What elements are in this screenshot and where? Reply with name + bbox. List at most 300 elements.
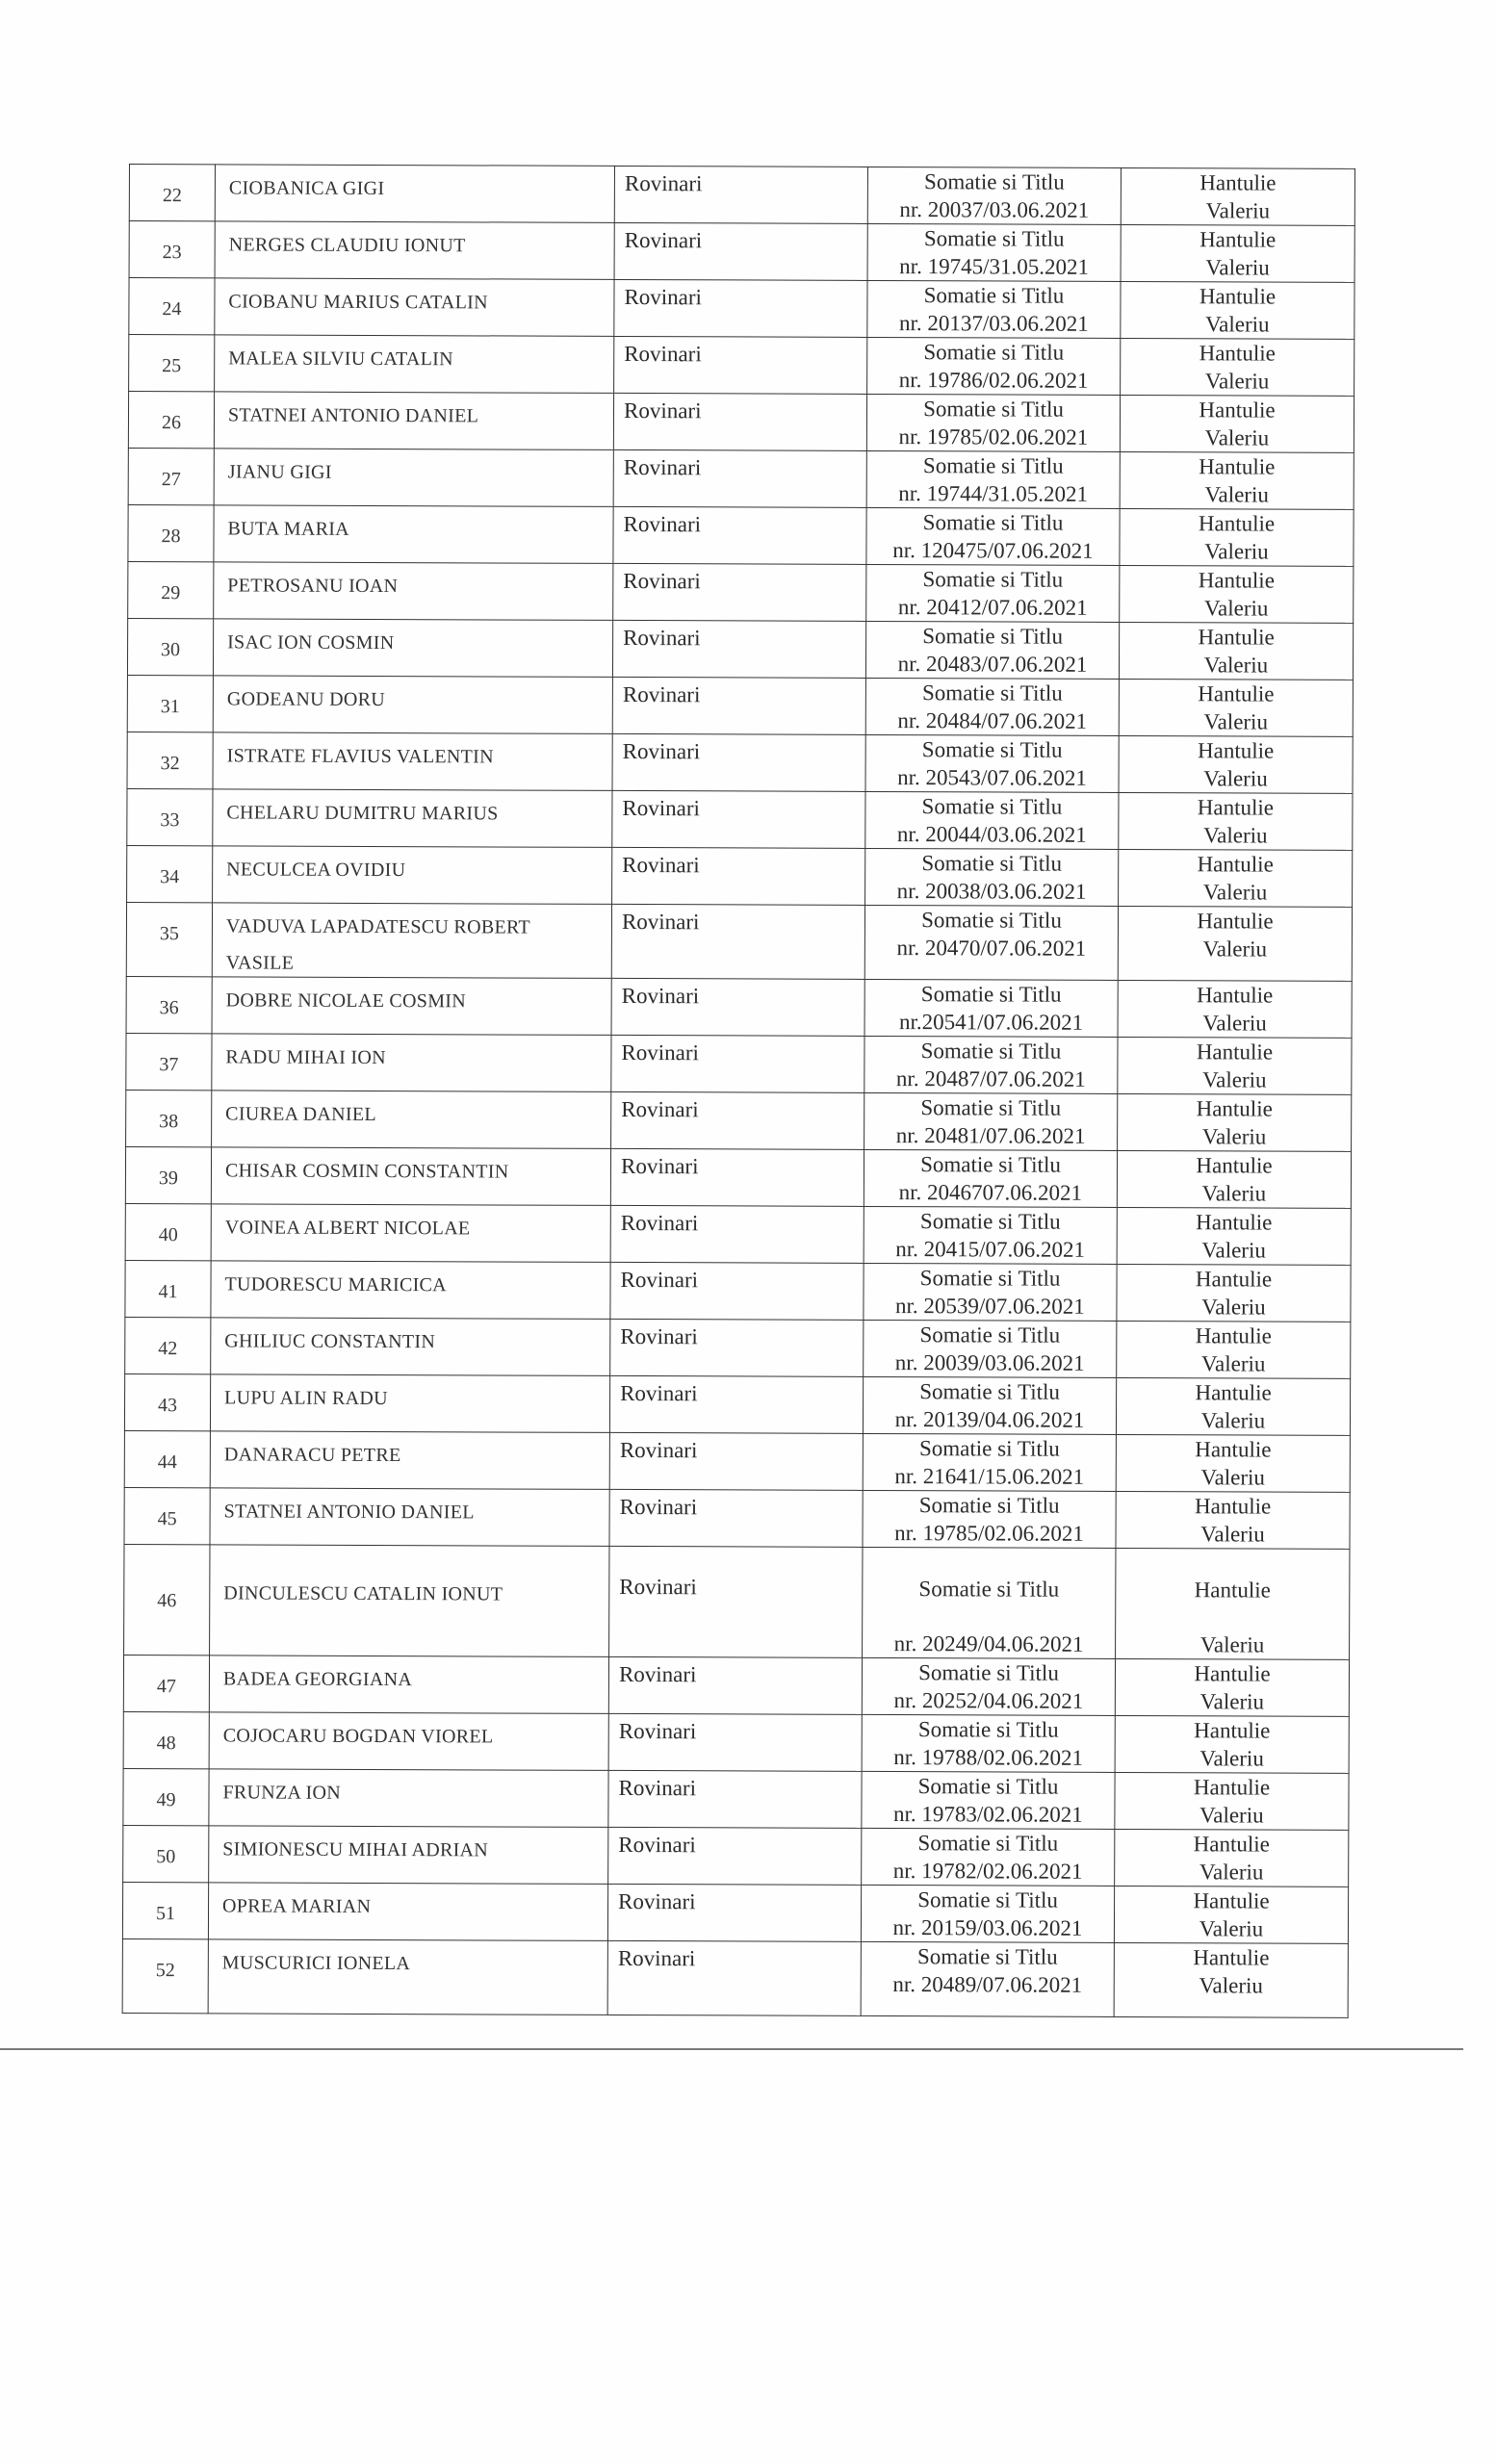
executor-cell (1118, 1037, 1352, 1094)
debtor-name: JIANU GIGI (227, 461, 332, 483)
row-number: 42 (158, 1338, 178, 1360)
debtor-name: COJOCARU BOGDAN VIOREL (222, 1725, 494, 1748)
debtor-name-cell (210, 1545, 609, 1657)
row-number-cell (122, 1882, 208, 1938)
document-number: nr. 20470/07.06.2021 (896, 936, 1087, 961)
debtor-name: VADUVA LAPADATESCU ROBERT (225, 915, 530, 938)
debtor-name-cell (211, 1147, 610, 1206)
executor-firstname: Valeriu (1200, 1465, 1266, 1490)
row-number-cell (124, 1430, 210, 1487)
executor-surname: Hantulie (1197, 983, 1274, 1008)
executor-surname: Hantulie (1199, 341, 1276, 366)
row-number-cell (125, 1317, 211, 1373)
executor-cell (1119, 735, 1353, 793)
executor-cell (1116, 1548, 1350, 1659)
debtor-name: STATNEI ANTONIO DANIEL (227, 404, 479, 427)
executor-cell (1118, 980, 1352, 1038)
executor-surname: Hantulie (1195, 1267, 1273, 1292)
row-number-cell (123, 1825, 209, 1882)
table-row (123, 1655, 1349, 1716)
row-number: 22 (162, 185, 182, 207)
table-row (125, 1203, 1351, 1265)
executor-surname: Hantulie (1196, 1096, 1273, 1121)
document-cell (865, 678, 1119, 735)
row-number: 51 (155, 1903, 176, 1925)
debtor-name: PETROSANU IOAN (227, 575, 399, 598)
row-number: 52 (155, 1960, 175, 1982)
document-number: nr. 20412/07.06.2021 (897, 595, 1088, 620)
locality-cell (614, 336, 867, 394)
row-number-cell (124, 1487, 210, 1544)
document-cell (867, 223, 1121, 281)
executor-firstname: Valeriu (1205, 255, 1270, 280)
document-type: Somatie si Titlu (919, 1266, 1061, 1291)
row-number: 27 (161, 469, 181, 491)
debtor-name-cell (213, 676, 612, 734)
executor-firstname: Valeriu (1199, 1632, 1265, 1657)
locality: Rovinari (622, 681, 701, 707)
document-number: nr. 20039/03.06.2021 (894, 1350, 1085, 1375)
row-number: 40 (158, 1224, 178, 1246)
locality-cell (610, 1148, 864, 1206)
debtor-name: SIMIONESCU MIHAI ADRIAN (222, 1838, 489, 1861)
executor-cell (1121, 224, 1354, 282)
row-number: 23 (162, 242, 182, 264)
debtor-name: GHILIUC CONSTANTIN (224, 1330, 436, 1353)
locality-cell (612, 847, 865, 905)
executor-firstname: Valeriu (1200, 1408, 1266, 1433)
executor-firstname: Valeriu (1204, 482, 1269, 507)
table-row (129, 278, 1354, 340)
debtor-name: ISTRATE FLAVIUS VALENTIN (226, 745, 494, 768)
document-type: Somatie si Titlu (923, 397, 1064, 422)
row-number-cell (125, 1260, 211, 1317)
debtor-name-cell (213, 732, 612, 791)
debtor-name-cell (215, 335, 614, 394)
locality: Rovinari (619, 1574, 697, 1600)
document-cell (866, 507, 1120, 565)
locality-cell (611, 904, 864, 979)
locality: Rovinari (622, 795, 700, 821)
executor-cell (1115, 1715, 1349, 1773)
executor-firstname: Valeriu (1201, 1295, 1266, 1320)
row-number: 34 (160, 866, 180, 888)
executor-cell (1118, 906, 1352, 981)
document-type: Somatie si Titlu (923, 226, 1065, 251)
document-cell (864, 1206, 1117, 1264)
executor-cell (1121, 167, 1354, 225)
row-number-cell (127, 845, 213, 902)
locality-cell (608, 1827, 862, 1885)
table-row (123, 1768, 1349, 1830)
document-number: nr.20541/07.06.2021 (899, 1010, 1084, 1035)
document-number: nr. 19745/31.05.2021 (899, 254, 1090, 279)
row-number-cell (123, 1711, 209, 1768)
locality-cell (609, 1432, 863, 1490)
locality-cell (613, 563, 866, 621)
table-row (125, 1317, 1351, 1378)
executor-firstname: Valeriu (1199, 1689, 1265, 1714)
document-cell (864, 1263, 1117, 1321)
executor-surname: Hantulie (1193, 1888, 1270, 1913)
document-cell (865, 734, 1119, 792)
document-number: nr. 20489/07.06.2021 (892, 1972, 1083, 1997)
executor-firstname: Valeriu (1201, 1238, 1266, 1263)
executor-surname: Hantulie (1193, 1775, 1271, 1800)
locality-cell (609, 1489, 863, 1547)
document-cell (863, 1547, 1116, 1658)
row-number-cell (128, 448, 214, 504)
executor-firstname: Valeriu (1203, 766, 1268, 791)
locality-cell (610, 1205, 864, 1263)
table-row (122, 1882, 1348, 1943)
executor-surname: Hantulie (1198, 568, 1275, 593)
row-number: 39 (158, 1168, 178, 1190)
executor-surname: Hantulie (1198, 625, 1275, 650)
document-type: Somatie si Titlu (920, 1039, 1062, 1064)
document-cell (861, 1941, 1114, 2016)
row-number-cell (128, 561, 214, 618)
row-number: 37 (159, 1054, 179, 1076)
locality: Rovinari (620, 1380, 698, 1406)
table-row (125, 1260, 1351, 1322)
debtor-name: BUTA MARIA (227, 518, 350, 540)
executor-cell (1120, 508, 1354, 566)
document-type: Somatie si Titlu (917, 1831, 1059, 1856)
locality-cell (614, 222, 867, 280)
document-cell (862, 1714, 1115, 1772)
row-number-cell (129, 221, 215, 278)
debtor-name-cell (208, 1883, 607, 1941)
locality: Rovinari (623, 454, 702, 480)
row-number-cell (129, 165, 215, 221)
row-number: 44 (157, 1451, 177, 1474)
row-number-cell (123, 1768, 209, 1825)
row-number: 28 (161, 526, 181, 548)
table-row (123, 1711, 1349, 1773)
locality-cell (612, 620, 865, 678)
document-cell (864, 1036, 1118, 1093)
executor-surname: Hantulie (1199, 454, 1276, 479)
document-type: Somatie si Titlu (921, 851, 1063, 876)
debtor-name-cell (210, 1488, 609, 1547)
locality: Rovinari (618, 1888, 696, 1914)
executor-firstname: Valeriu (1199, 1973, 1263, 1998)
document-cell (864, 905, 1118, 980)
executor-surname: Hantulie (1197, 852, 1274, 877)
executor-firstname: Valeriu (1202, 1067, 1267, 1092)
executor-firstname: Valeriu (1202, 880, 1268, 905)
row-number-cell (123, 1655, 209, 1711)
row-number: 33 (160, 809, 180, 832)
executor-surname: Hantulie (1196, 1210, 1273, 1235)
locality-cell (611, 1035, 864, 1092)
locality: Rovinari (623, 398, 702, 424)
locality-cell (612, 790, 865, 848)
table-row (128, 561, 1354, 623)
locality-cell (610, 1262, 864, 1320)
locality: Rovinari (621, 909, 700, 935)
executor-cell (1120, 451, 1354, 509)
debtor-name: CIOBANU MARIUS CATALIN (228, 291, 488, 314)
executor-firstname: Valeriu (1199, 1746, 1264, 1771)
document-type: Somatie si Titlu (920, 982, 1062, 1007)
debtor-table (122, 164, 1355, 2018)
row-number: 25 (162, 355, 182, 377)
table-row (122, 1938, 1348, 2017)
table-row (129, 221, 1354, 283)
document-number: nr. 19783/02.06.2021 (892, 1802, 1083, 1827)
locality: Rovinari (623, 568, 701, 594)
table-row (128, 504, 1354, 566)
document-cell (867, 167, 1121, 224)
document-type: Somatie si Titlu (922, 624, 1064, 649)
debtor-name: OPREA MARIAN (222, 1895, 372, 1917)
row-number: 43 (158, 1395, 178, 1417)
document-number: nr. 20543/07.06.2021 (897, 765, 1087, 790)
executor-surname: Hantulie (1193, 1832, 1270, 1857)
document-cell (864, 1092, 1118, 1150)
document-number: nr. 20484/07.06.2021 (897, 708, 1088, 733)
document-cell (866, 450, 1120, 508)
row-number-cell (128, 392, 214, 449)
locality: Rovinari (620, 1267, 699, 1293)
executor-cell (1121, 281, 1354, 339)
executor-firstname: Valeriu (1203, 596, 1269, 621)
debtor-name-cell (213, 619, 612, 678)
row-number: 45 (157, 1508, 177, 1530)
locality-cell (612, 733, 865, 791)
locality: Rovinari (624, 227, 703, 253)
executor-cell (1114, 1886, 1348, 1943)
row-number: 32 (160, 753, 180, 775)
locality: Rovinari (620, 1153, 699, 1179)
row-number: 29 (161, 582, 181, 604)
row-number: 41 (158, 1281, 178, 1303)
document-cell (865, 621, 1119, 679)
document-number: nr. 20038/03.06.2021 (896, 879, 1087, 904)
document-number: nr. 19785/02.06.2021 (898, 424, 1089, 449)
locality: Rovinari (624, 284, 703, 310)
row-number-cell (127, 788, 213, 845)
locality-cell (611, 978, 864, 1036)
row-number-cell (129, 278, 215, 335)
locality-cell (607, 1884, 861, 1941)
table-row (128, 392, 1354, 453)
row-number: 24 (162, 298, 182, 321)
locality: Rovinari (617, 1945, 696, 1971)
debtor-name-cell (209, 1826, 608, 1885)
table-row (125, 1146, 1351, 1208)
row-number-cell (122, 1938, 208, 2013)
locality: Rovinari (623, 625, 701, 651)
debtor-name: NERGES CLAUDIU IONUT (228, 234, 466, 257)
debtor-name-cell (211, 1318, 610, 1376)
document-cell (862, 1657, 1115, 1715)
document-type: Somatie si Titlu (918, 1660, 1059, 1685)
executor-cell (1116, 1434, 1350, 1492)
executor-surname: Hantulie (1198, 738, 1275, 763)
row-number-cell (126, 1090, 212, 1146)
document-number: nr. 19785/02.06.2021 (894, 1521, 1084, 1546)
document-cell (866, 564, 1120, 622)
debtor-name: DINCULESCU CATALIN IONUT (223, 1582, 503, 1605)
document-cell (863, 1433, 1116, 1491)
debtor-name: MUSCURICI IONELA (221, 1952, 411, 1975)
executor-cell (1115, 1772, 1349, 1830)
document-type: Somatie si Titlu (923, 283, 1065, 308)
executor-firstname: Valeriu (1199, 1916, 1264, 1941)
executor-surname: Hantulie (1194, 1661, 1271, 1686)
locality: Rovinari (619, 1437, 698, 1463)
executor-cell (1119, 849, 1353, 907)
document-type: Somatie si Titlu (919, 1379, 1061, 1404)
row-number-cell (129, 335, 215, 392)
debtor-name: DOBRE NICOLAE COSMIN (225, 989, 467, 1013)
executor-surname: Hantulie (1195, 1380, 1272, 1405)
table-row (126, 1033, 1352, 1094)
debtor-name: FRUNZA ION (222, 1782, 341, 1804)
document-type: Somatie si Titlu (920, 1152, 1061, 1177)
table-row (126, 902, 1352, 981)
executor-surname: Hantulie (1194, 1578, 1271, 1603)
row-number-cell (125, 1203, 211, 1260)
executor-firstname: Valeriu (1203, 709, 1269, 734)
row-number: 47 (156, 1676, 176, 1698)
locality: Rovinari (619, 1494, 698, 1520)
locality: Rovinari (622, 852, 700, 878)
document-type: Somatie si Titlu (919, 1322, 1061, 1348)
debtor-name: DANARACU PETRE (223, 1444, 401, 1467)
table-row (126, 976, 1352, 1038)
executor-surname: Hantulie (1199, 170, 1277, 195)
document-number: nr. 20249/04.06.2021 (893, 1631, 1084, 1656)
locality-cell (608, 1770, 862, 1828)
locality: Rovinari (618, 1718, 697, 1744)
executor-firstname: Valeriu (1204, 539, 1269, 564)
document-number: nr. 20037/03.06.2021 (899, 197, 1090, 222)
locality-cell (612, 677, 865, 734)
document-number: nr. 19744/31.05.2021 (898, 481, 1089, 506)
executor-surname: Hantulie (1196, 1040, 1274, 1065)
debtor-name-cell (211, 1204, 610, 1263)
executor-firstname: Valeriu (1205, 198, 1271, 223)
document-cell (861, 1885, 1114, 1942)
document-type: Somatie si Titlu (921, 737, 1063, 762)
executor-cell (1117, 1321, 1351, 1378)
debtor-name-cell (210, 1374, 609, 1433)
executor-firstname: Valeriu (1203, 823, 1268, 848)
debtor-name-cell (215, 278, 614, 337)
row-number-cell (127, 732, 213, 788)
document-cell (862, 1828, 1115, 1886)
document-type: Somatie si Titlu (924, 169, 1065, 194)
table-row (129, 335, 1354, 397)
document-number: nr. 20487/07.06.2021 (895, 1066, 1086, 1091)
row-number-cell (128, 504, 214, 561)
document-cell (865, 848, 1119, 906)
executor-firstname: Valeriu (1201, 1181, 1267, 1206)
document-cell (866, 394, 1120, 451)
document-type: Somatie si Titlu (918, 1577, 1060, 1602)
locality: Rovinari (624, 341, 702, 367)
table-row (124, 1487, 1350, 1549)
debtor-name: NECULCEA OVIDIU (226, 859, 406, 882)
locality: Rovinari (618, 1775, 697, 1801)
debtor-name-cell (212, 977, 611, 1036)
table-row (124, 1430, 1350, 1492)
row-number: 35 (159, 923, 179, 945)
debtor-name-cell (210, 1431, 609, 1490)
locality-cell (613, 506, 866, 564)
executor-firstname: Valeriu (1202, 1011, 1267, 1036)
locality: Rovinari (618, 1661, 697, 1687)
executor-firstname: Valeriu (1204, 369, 1270, 394)
document-type: Somatie si Titlu (918, 1493, 1060, 1518)
document-cell (863, 1376, 1116, 1434)
document-number: nr. 19786/02.06.2021 (898, 368, 1089, 393)
row-number: 36 (159, 997, 179, 1019)
locality: Rovinari (623, 511, 702, 537)
executor-surname: Hantulie (1194, 1494, 1272, 1519)
document-number: nr. 19788/02.06.2021 (893, 1745, 1084, 1770)
executor-surname: Hantulie (1198, 681, 1275, 706)
locality-cell (609, 1375, 863, 1433)
document-type: Somatie si Titlu (922, 453, 1064, 478)
debtor-name: TUDORESCU MARICICA (224, 1273, 447, 1296)
document-cell (867, 280, 1121, 338)
table-row (126, 1090, 1352, 1151)
table-row (128, 448, 1354, 509)
table-row (127, 845, 1353, 907)
table-row (124, 1544, 1350, 1659)
document-type: Somatie si Titlu (922, 510, 1064, 535)
debtor-name-cell (213, 846, 612, 905)
debtor-name: BADEA GEORGIANA (222, 1668, 413, 1691)
debtor-name: GODEANU DORU (226, 688, 386, 711)
row-number: 31 (160, 696, 180, 718)
row-number-cell (126, 1033, 212, 1090)
executor-surname: Hantulie (1195, 1437, 1272, 1462)
document-cell (862, 1771, 1115, 1829)
locality: Rovinari (620, 1323, 698, 1349)
locality: Rovinari (618, 1832, 696, 1858)
executor-firstname: Valeriu (1204, 425, 1270, 450)
debtor-name-cell (212, 1034, 611, 1092)
debtor-name-cell (214, 392, 613, 450)
locality-cell (614, 166, 867, 223)
row-number-cell (126, 902, 212, 976)
debtor-name-cell (215, 221, 614, 280)
row-number-cell (126, 976, 212, 1033)
debtor-name-cell (208, 1939, 607, 2015)
document-number: nr. 20415/07.06.2021 (895, 1237, 1086, 1262)
debtor-name: MALEA SILVIU CATALIN (228, 347, 453, 371)
executor-cell (1115, 1658, 1349, 1716)
document-number: nr. 20139/04.06.2021 (894, 1407, 1085, 1432)
locality-cell (613, 393, 866, 450)
locality: Rovinari (620, 1210, 699, 1236)
executor-cell (1120, 565, 1354, 623)
document-cell (864, 979, 1118, 1037)
locality: Rovinari (624, 170, 703, 196)
row-number: 50 (156, 1846, 176, 1868)
debtor-name: RADU MIHAI ION (225, 1046, 386, 1069)
executor-firstname: Valeriu (1201, 1124, 1267, 1149)
executor-cell (1117, 1264, 1351, 1322)
debtor-name-cell (214, 562, 613, 621)
executor-surname: Hantulie (1193, 1945, 1270, 1970)
